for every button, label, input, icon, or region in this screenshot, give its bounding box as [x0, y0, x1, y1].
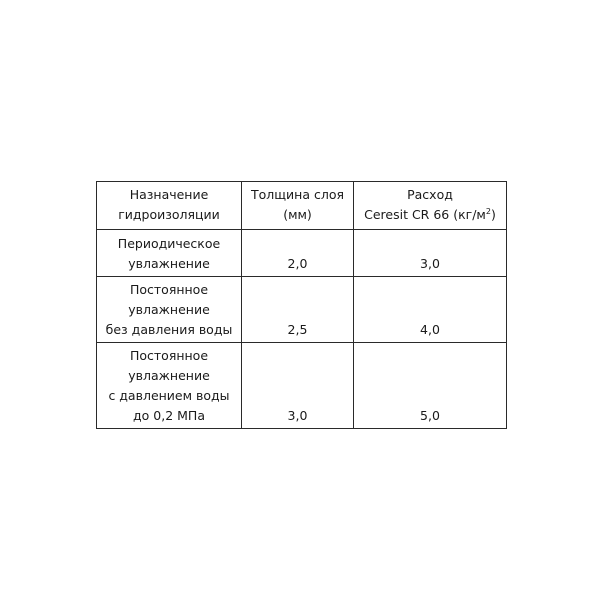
- cell-consumption: 3,0: [354, 230, 507, 277]
- header-consumption-sup: 2: [485, 207, 491, 216]
- header-thickness: [242, 182, 354, 230]
- header-consumption-suffix: ): [490, 207, 496, 222]
- purpose-line: с давлением воды: [108, 388, 230, 403]
- purpose-line: увлажнение: [128, 302, 210, 317]
- cell-consumption: 5,0: [354, 343, 507, 429]
- purpose-line: увлажнение: [128, 368, 210, 383]
- cell-purpose: [97, 277, 242, 343]
- header-consumption-text: Ceresit CR 66 (кг/м: [364, 207, 486, 222]
- header-purpose: [97, 182, 242, 230]
- purpose-line: до 0,2 МПа: [133, 408, 205, 423]
- cell-thickness: 2,0: [242, 230, 354, 277]
- cell-thickness: 2,5: [242, 277, 354, 343]
- header-consumption-line: Расход: [407, 187, 453, 202]
- cell-consumption: 4,0: [354, 277, 507, 343]
- cell-purpose: [97, 230, 242, 277]
- header-consumption-line: [356, 205, 504, 225]
- header-consumption: [354, 182, 507, 230]
- header-purpose-line: гидроизоляции: [118, 207, 220, 222]
- consumption-table: [96, 181, 507, 429]
- header-thickness-line: (мм): [283, 207, 312, 222]
- table-row: [97, 343, 507, 429]
- purpose-line: увлажнение: [128, 256, 210, 271]
- purpose-line: без давления воды: [105, 322, 233, 337]
- purpose-line: Постоянное: [129, 282, 209, 297]
- cell-purpose: [97, 343, 242, 429]
- table-row: [97, 277, 507, 343]
- table-row: [97, 230, 507, 277]
- purpose-line: Периодическое: [117, 236, 221, 251]
- purpose-line: Постоянное: [129, 348, 209, 363]
- header-thickness-line: Толщина слоя: [250, 187, 344, 202]
- header-purpose-line: Назначение: [129, 187, 209, 202]
- header-row: [97, 182, 507, 230]
- cell-thickness: 3,0: [242, 343, 354, 429]
